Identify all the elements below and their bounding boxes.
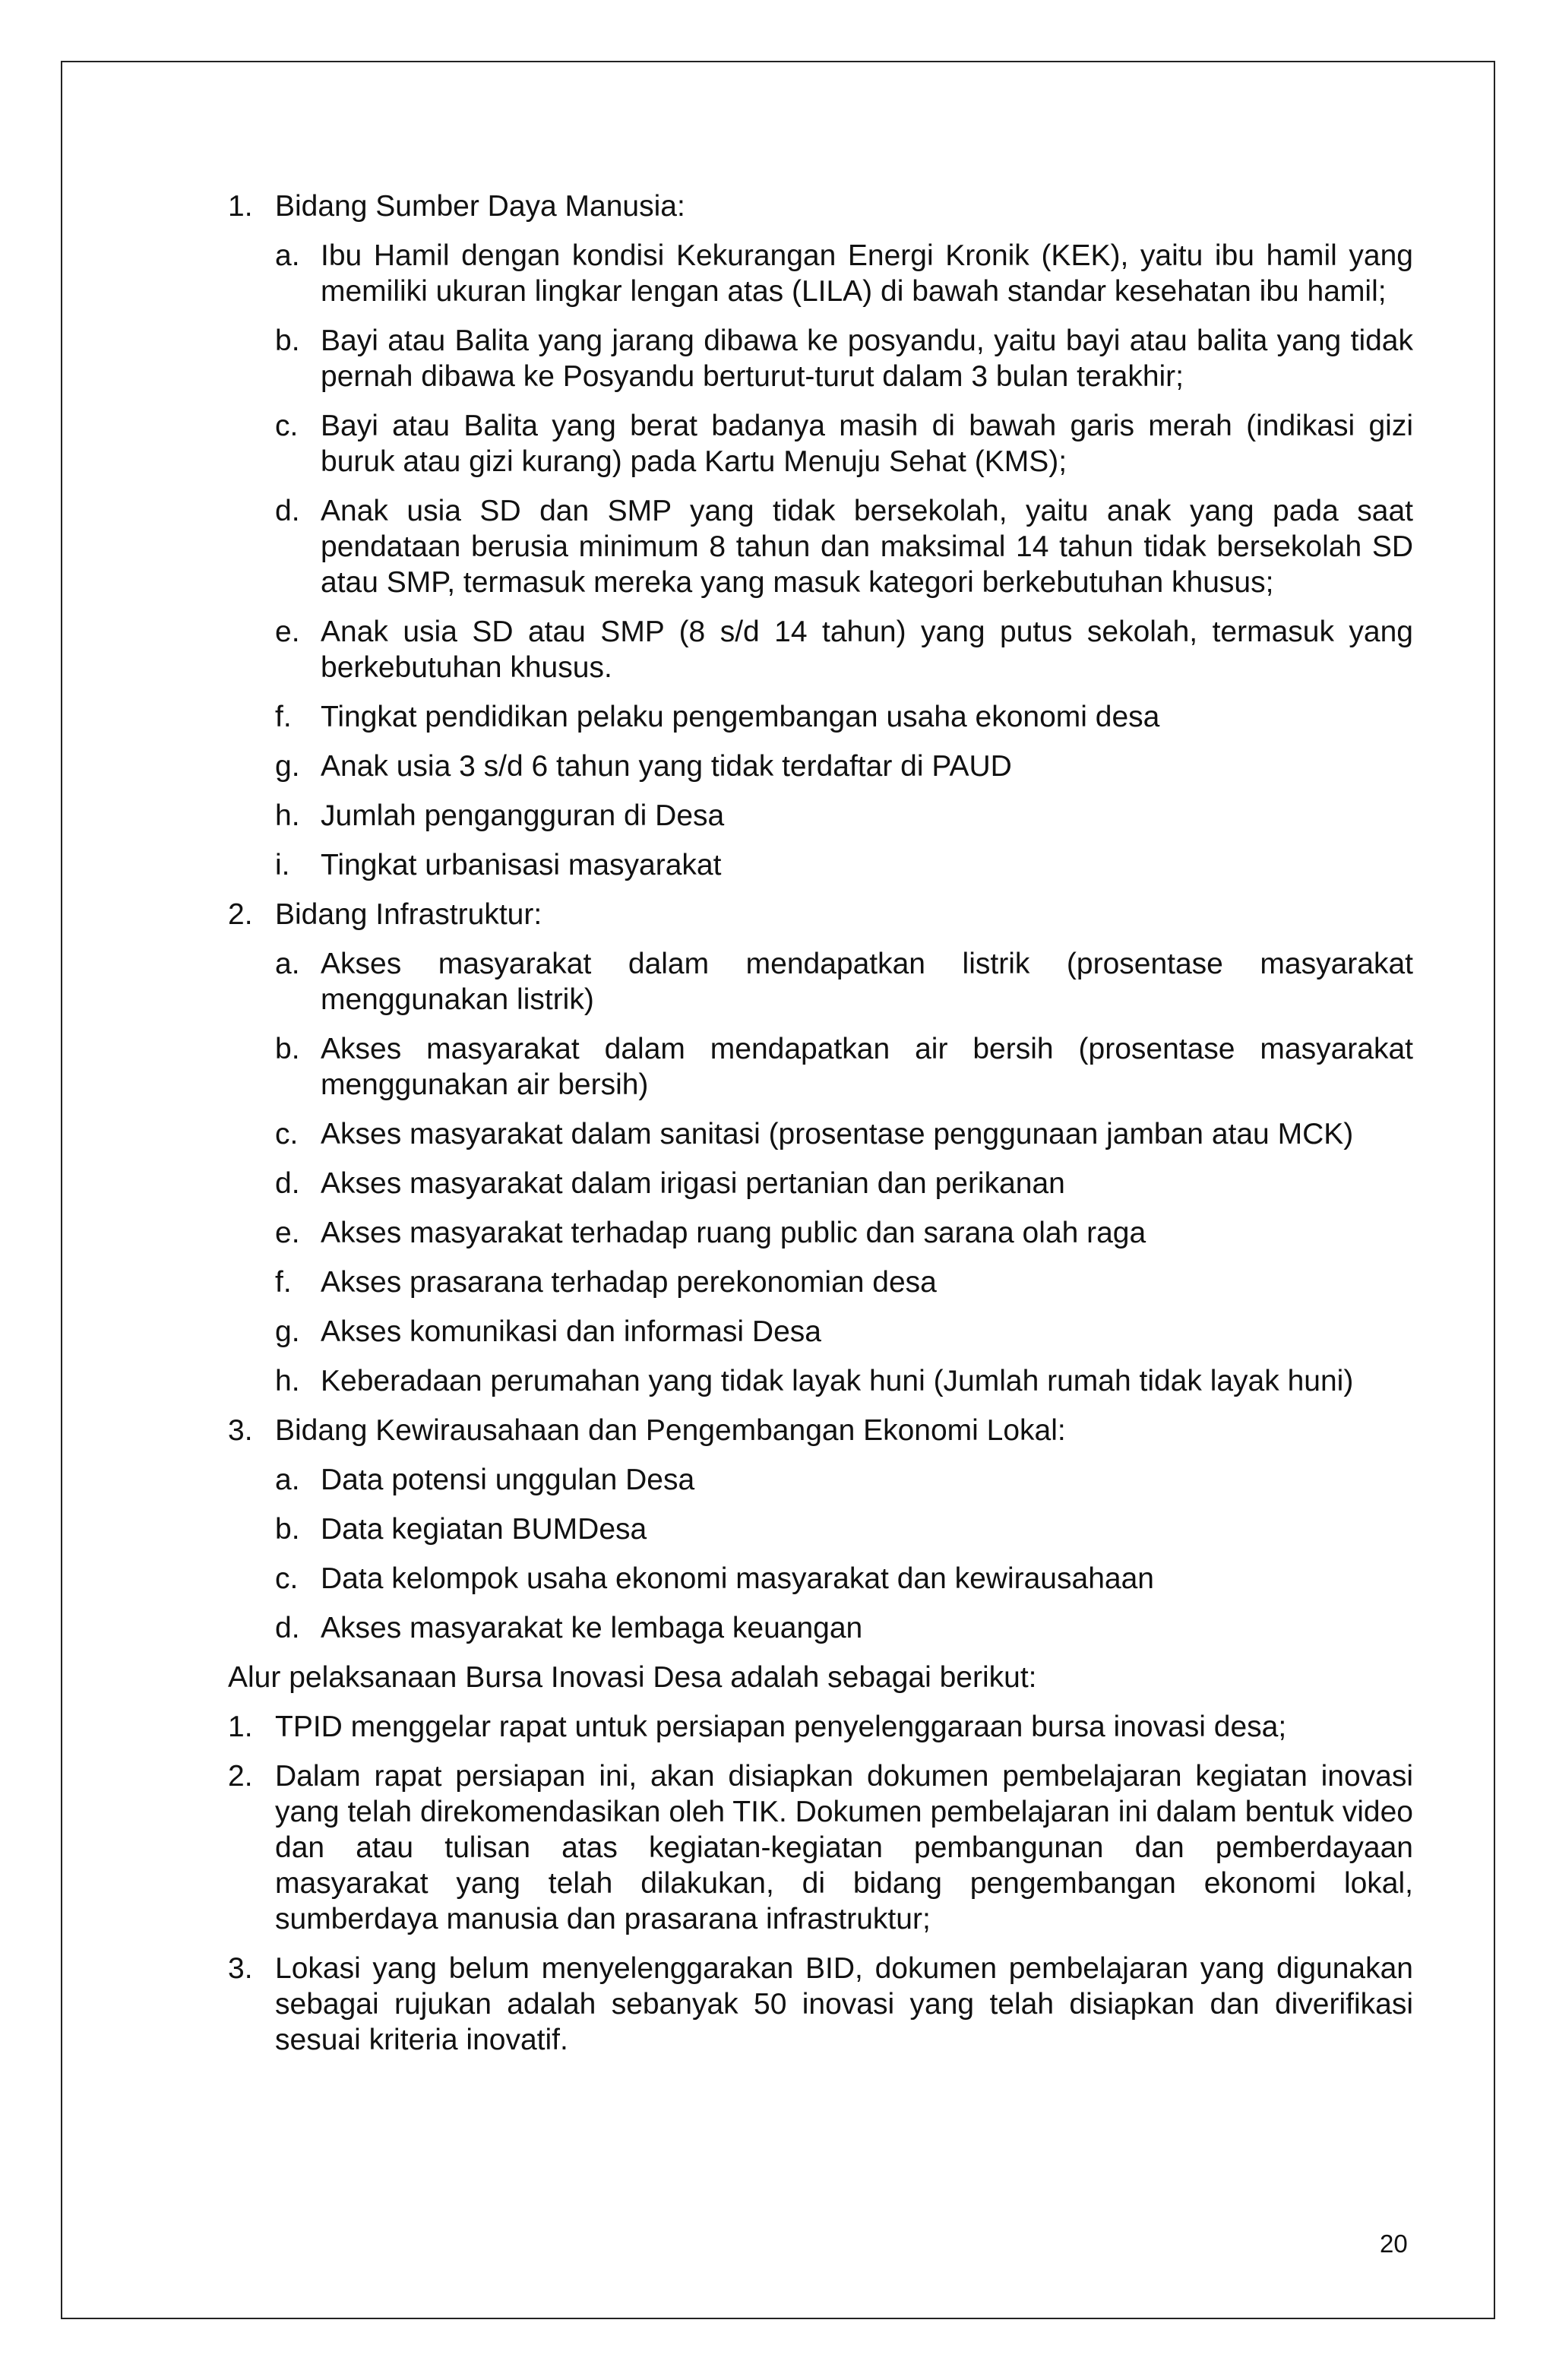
list-item: [275, 699, 1413, 735]
list-item-text: Keberadaan perumahan yang tidak layak huni (Jumlah rumah tidak layak huni): [321, 1365, 1354, 1397]
list-marker: c.: [275, 1118, 299, 1150]
list-item: [275, 614, 1413, 685]
list-item: [275, 1166, 1413, 1201]
list-item: [275, 1215, 1413, 1251]
list-marker: i.: [275, 849, 290, 881]
list-marker: d.: [275, 1612, 300, 1644]
step-text: TPID menggelar rapat untuk persiapan penyelenggaraan bursa inovasi desa;: [275, 1711, 1287, 1743]
list-marker: h.: [275, 1365, 300, 1397]
list-item-text: Tingkat urbanisasi masyarakat: [321, 849, 722, 881]
list-item-text: Data kelompok usaha ekonomi masyarakat dan kewirausahaan: [321, 1562, 1154, 1595]
list-item-text: Bayi atau Balita yang jarang dibawa ke posyandu, yaitu bayi atau balita yang tidak pernah dibawa ke Posyandu berturut-turut dalam 3 bulan terakhir;: [321, 324, 1413, 393]
list-item: [275, 408, 1413, 479]
list-marker: c.: [275, 410, 299, 442]
list-item: [275, 798, 1413, 834]
section-number: 2.: [228, 898, 253, 931]
list-item-text: Data potensi unggulan Desa: [321, 1464, 695, 1496]
list-marker: b.: [275, 324, 300, 357]
list-item: [275, 1314, 1413, 1350]
list-item: [275, 238, 1413, 309]
section-sdm: [228, 188, 1413, 883]
list-item: [275, 1031, 1413, 1103]
list-marker: d.: [275, 495, 300, 527]
list-marker: c.: [275, 1562, 299, 1595]
list-item: [275, 1561, 1413, 1597]
list-marker: e.: [275, 616, 300, 648]
list-item: [275, 946, 1413, 1018]
list-marker: b.: [275, 1513, 300, 1546]
list-item-text: Akses prasarana terhadap perekonomian desa: [321, 1266, 937, 1299]
section-kewirausahaan-list: [275, 1462, 1413, 1646]
list-item-text: Bayi atau Balita yang berat badanya masih di bawah garis merah (indikasi gizi buruk atau gizi kurang) pada Kartu Menuju Sehat (KMS);: [321, 410, 1413, 478]
list-item-text: Akses masyarakat dalam sanitasi (prosentase penggunaan jamban atau MCK): [321, 1118, 1354, 1150]
list-item-text: Anak usia 3 s/d 6 tahun yang tidak terdaftar di PAUD: [321, 750, 1012, 783]
list-marker: d.: [275, 1167, 300, 1200]
alur-intro: Alur pelaksanaan Bursa Inovasi Desa adalah sebagai berikut:: [228, 1661, 1037, 1694]
list-item: [275, 323, 1413, 394]
list-item-text: Akses masyarakat ke lembaga keuangan: [321, 1612, 863, 1644]
alur-step: [228, 1709, 1413, 1745]
list-item: [275, 1264, 1413, 1300]
list-item-text: Data kegiatan BUMDesa: [321, 1513, 647, 1546]
list-item-text: Ibu Hamil dengan kondisi Kekurangan Energi Kronik (KEK), yaitu ibu hamil yang memiliki ukuran lingkar lengan atas (LILA) di bawah standar kesehatan ibu hamil;: [321, 239, 1413, 308]
section-number: 1.: [228, 190, 253, 223]
section-number: 3.: [228, 1414, 253, 1447]
list-marker: a.: [275, 1464, 300, 1496]
list-item-text: Akses masyarakat terhadap ruang public dan sarana olah raga: [321, 1217, 1146, 1249]
section-infrastruktur-list: [275, 946, 1413, 1399]
list-item: [275, 1363, 1413, 1399]
list-marker: b.: [275, 1033, 300, 1065]
list-item-text: Jumlah pengangguran di Desa: [321, 799, 725, 832]
list-marker: h.: [275, 799, 300, 832]
list-item-text: Akses masyarakat dalam mendapatkan listrik (prosentase masyarakat menggunakan listrik): [321, 948, 1413, 1016]
list-marker: f.: [275, 1266, 292, 1299]
list-item-text: Akses komunikasi dan informasi Desa: [321, 1315, 821, 1348]
section-title: Bidang Sumber Daya Manusia:: [275, 190, 685, 223]
step-number: 3.: [228, 1952, 253, 1985]
section-kewirausahaan: [228, 1413, 1413, 1646]
step-number: 1.: [228, 1711, 253, 1743]
list-item-text: Tingkat pendidikan pelaku pengembangan usaha ekonomi desa: [321, 701, 1160, 733]
section-title: Bidang Infrastruktur:: [275, 898, 542, 931]
step-text: Dalam rapat persiapan ini, akan disiapkan dokumen pembelajaran kegiatan inovasi yang telah direkomendasikan oleh TIK. Dokumen pembelajaran ini dalam bentuk video dan atau tulisan atas kegiatan-kegiatan pembangunan dan pemberdayaan masyarakat yang telah dilakukan, di bidang pengembangan ekonomi lokal, sumberdaya manusia dan prasarana infrastruktur;: [275, 1760, 1413, 1935]
list-marker: a.: [275, 239, 300, 272]
step-number: 2.: [228, 1760, 253, 1793]
list-marker: f.: [275, 701, 292, 733]
list-item: [275, 1610, 1413, 1646]
list-item: [275, 493, 1413, 600]
list-item: [275, 748, 1413, 784]
section-title: Bidang Kewirausahaan dan Pengembangan Ekonomi Lokal:: [275, 1414, 1066, 1447]
list-item-text: Akses masyarakat dalam mendapatkan air bersih (prosentase masyarakat menggunakan air bersih): [321, 1033, 1413, 1101]
list-marker: a.: [275, 948, 300, 980]
alur-step: [228, 1758, 1413, 1937]
alur-step: [228, 1951, 1413, 2058]
page-number: 20: [1380, 2230, 1408, 2258]
list-marker: e.: [275, 1217, 300, 1249]
list-item-text: Akses masyarakat dalam irigasi pertanian dan perikanan: [321, 1167, 1065, 1200]
list-item-text: Anak usia SD dan SMP yang tidak bersekolah, yaitu anak yang pada saat pendataan berusia minimum 8 tahun dan maksimal 14 tahun tidak bersekolah SD atau SMP, termasuk mereka yang masuk kategori berkebutuhan khusus;: [321, 495, 1413, 599]
list-marker: g.: [275, 750, 300, 783]
list-item: [275, 1116, 1413, 1152]
list-item: [275, 847, 1413, 883]
step-text: Lokasi yang belum menyelenggarakan BID, dokumen pembelajaran yang digunakan sebagai rujukan adalah sebanyak 50 inovasi yang telah disiapkan dan diverifikasi sesuai kriteria inovatif.: [275, 1952, 1413, 2056]
list-marker: g.: [275, 1315, 300, 1348]
document-body: [228, 188, 1413, 2071]
list-item-text: Anak usia SD atau SMP (8 s/d 14 tahun) yang putus sekolah, termasuk yang berkebutuhan khusus.: [321, 616, 1413, 684]
section-sdm-list: [275, 238, 1413, 883]
list-item: [275, 1462, 1413, 1498]
section-infrastruktur: [228, 897, 1413, 1399]
list-item: [275, 1511, 1413, 1547]
